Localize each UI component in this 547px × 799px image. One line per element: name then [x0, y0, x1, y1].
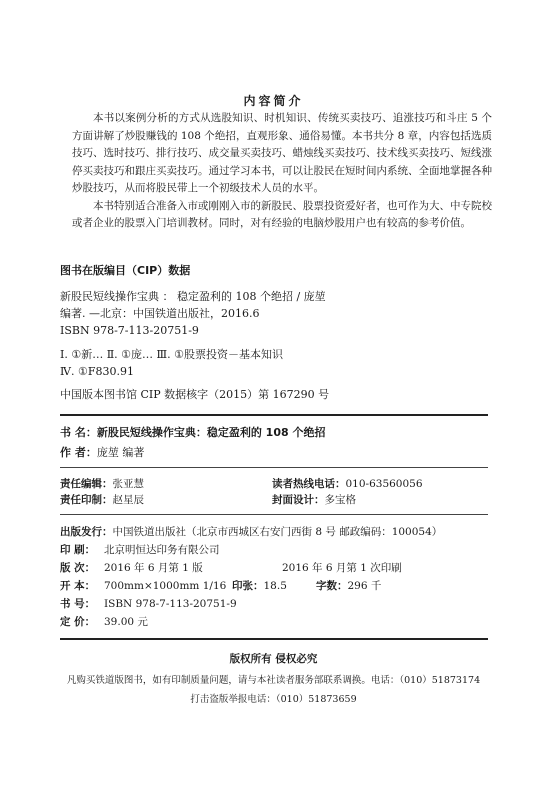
book-title-label: 书 名： [60, 426, 97, 439]
words: 296 千 [347, 580, 382, 592]
edition-label: 版 次： [60, 562, 96, 574]
cover-row [272, 492, 356, 507]
sheets-label: 印张： [232, 580, 264, 592]
cip-class-line: Ⅳ. ①F830.91 [60, 365, 134, 378]
print-company: 北京明恒达印务有限公司 [104, 544, 220, 556]
isbn: ISBN 978-7-113-20751-9 [104, 598, 237, 610]
hotline-number: 010-63560056 [345, 478, 423, 490]
intro-title: 内容简介 [243, 94, 304, 108]
cip-heading: 图书在版编目（CIP）数据 [60, 264, 191, 277]
impression: 2016 年 6 月第 1 次印刷 [282, 562, 402, 574]
intro-body [72, 110, 492, 233]
print-row [60, 542, 220, 557]
print-label: 印 刷： [60, 544, 96, 556]
intro-paragraph: 本书以案例分析的方式从选股知识、时机知识、传统买卖技巧、追涨技巧和斗庄 5 个方面讲解了炒股赚钱的 108 个绝招，直观形象、通俗易懂。本书共分 8 章，内容包括选质技巧、选时技巧、排行技巧、成交量买卖技巧、蜡烛线买卖技巧、技术线买卖技巧、短线涨停买卖技巧和跟庄买卖技巧。通过学习本书，可以让股民在短时间内系统、全面地掌握各种炒股技巧，从而将股民带上一个初级技术人员的水平。 [72, 112, 492, 194]
words-row [316, 578, 381, 593]
cip-core-number: 中国版本图书馆 CIP 数据核字（2015）第 167290 号 [60, 388, 330, 401]
cip-line: ISBN 978-7-113-20751-9 [60, 324, 199, 337]
intro-paragraph: 本书特别适合准备入市或刚刚入市的新股民、股票投资爱好者，也可作为大、中专院校或者企业的股票入门培训教材。同时，对有经验的电脑炒股用户也有较高的参考价值。 [72, 199, 492, 229]
publisher-label: 出版发行： [60, 526, 113, 538]
publisher: 中国铁道出版社（北京市西城区右安门西街 8 号 邮政编码：100054） [112, 526, 443, 538]
words-label: 字数： [316, 580, 348, 592]
service-notice: 凡购买铁道版图书，如有印制质量问题，请与本社读者服务部联系调换。电话：（010）51873174 [66, 675, 481, 686]
cip-record [60, 288, 326, 339]
cover-label: 封面设计： [272, 494, 325, 506]
publisher-row [60, 524, 442, 539]
format-label: 开 本： [60, 580, 96, 592]
book-author-label: 作 者： [60, 446, 97, 459]
cip-line: 新股民短线操作宝典 ： 稳定盈利的 108 个绝招 / 庞堃 [60, 290, 326, 303]
sheets: 18.5 [263, 580, 287, 592]
printer-row [60, 492, 144, 507]
book-author: 庞堃 编著 [96, 446, 145, 459]
printer-label: 责任印制： [60, 494, 113, 506]
editor-row [60, 476, 144, 491]
editor-name: 张亚慧 [112, 478, 144, 490]
format-row [60, 578, 226, 593]
book-title-row [60, 424, 325, 440]
hotline-row [272, 476, 423, 491]
isbn-label: 书 号： [60, 598, 96, 610]
edition-row [60, 560, 203, 575]
divider [60, 638, 488, 640]
edition: 2016 年 6 月第 1 版 [104, 562, 203, 574]
format: 700mm×1000mm 1/16 [104, 580, 227, 592]
divider [60, 414, 488, 416]
cip-line: 编著. —北京：中国铁道出版社，2016.6 [60, 307, 260, 320]
cip-class-line: Ⅰ. ①新… Ⅱ. ①庞… Ⅲ. ①股票投资－基本知识 [60, 348, 283, 361]
sheets-row [232, 578, 287, 593]
hotline-label: 读者热线电话： [272, 478, 346, 490]
book-title: 新股民短线操作宝典：稳定盈利的 108 个绝招 [96, 426, 326, 439]
price: 39.00 元 [104, 616, 148, 628]
piracy-hotline: 打击盗版举报电话：（010）51873659 [190, 694, 357, 705]
price-label: 定 价： [60, 616, 96, 628]
isbn-row [60, 596, 237, 611]
cip-classification [60, 346, 283, 380]
price-row [60, 614, 148, 629]
printer-name: 赵星辰 [112, 494, 144, 506]
book-author-row [60, 444, 144, 460]
rights-notice: 版权所有 侵权必究 [229, 653, 318, 665]
divider [60, 467, 488, 468]
editor-label: 责任编辑： [60, 478, 113, 490]
divider [60, 514, 488, 515]
cover-designer: 多宝格 [324, 494, 356, 506]
